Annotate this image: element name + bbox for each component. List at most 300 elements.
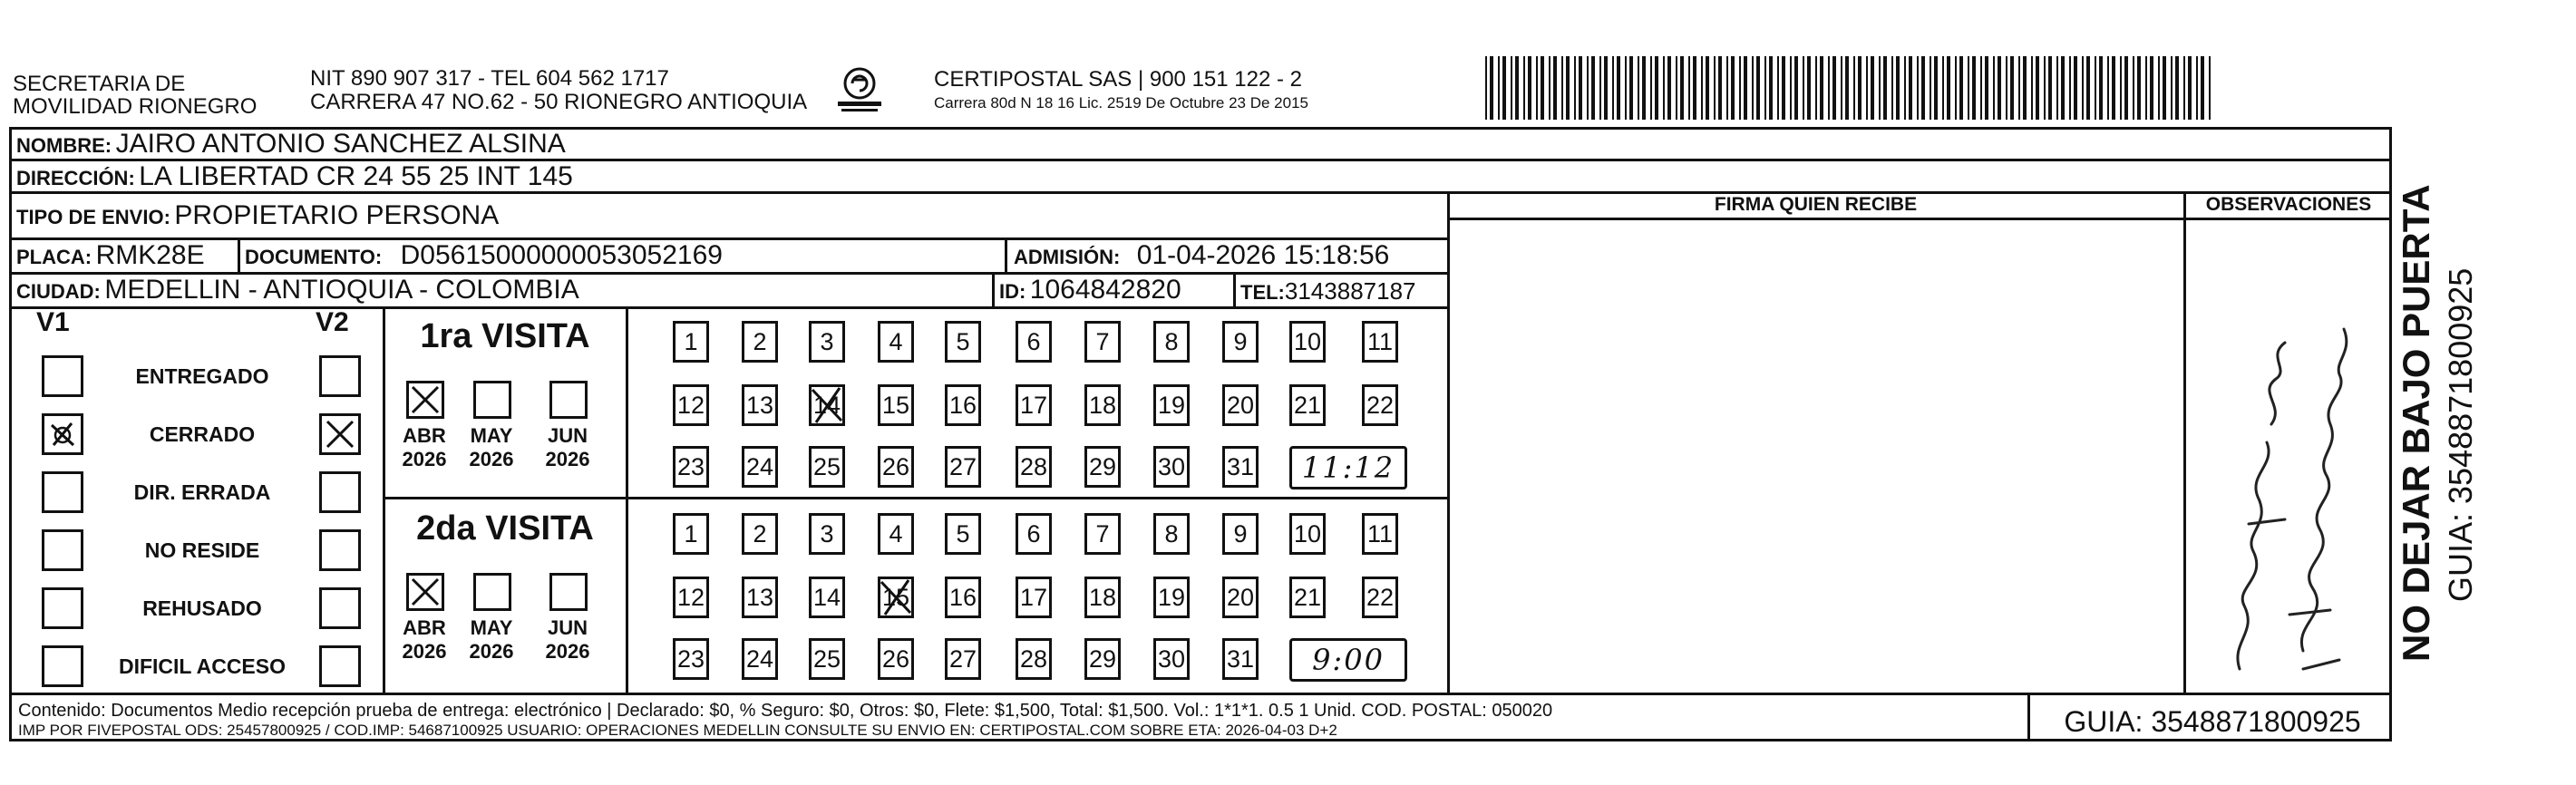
day-box[interactable] (1084, 384, 1121, 426)
v1-checkbox[interactable] (42, 645, 83, 687)
ciudad-value: MEDELLIN - ANTIOQUIA - COLOMBIA (104, 275, 579, 305)
barcode-bar (1764, 56, 1766, 120)
day-number: 28 (1019, 453, 1048, 480)
barcode-bar (1909, 56, 1912, 120)
day-number: 8 (1164, 520, 1179, 548)
day-number: 29 (1088, 453, 1117, 480)
row-divider (627, 497, 1449, 499)
barcode-bar (2137, 56, 2141, 120)
month-name: ABR (403, 616, 446, 639)
nombre-value: JAIRO ANTONIO SANCHEZ ALSINA (115, 129, 566, 159)
side-guia: GUIA: 3548871800925 (2442, 267, 2479, 602)
day-number: 21 (1293, 584, 1322, 611)
day-number: 10 (1293, 520, 1322, 548)
barcode-bar (1985, 56, 1988, 120)
month-label (540, 424, 595, 471)
barcode-bar (1553, 56, 1557, 120)
day-number: 4 (889, 520, 903, 548)
status-label: DIFICIL ACCESO (118, 654, 286, 678)
day-box[interactable] (1084, 638, 1121, 680)
visit-time-handwritten: 11:12 (1301, 451, 1395, 485)
day-box[interactable] (1016, 384, 1052, 426)
no-dejar-warning: NO DEJAR BAJO PUERTA (2395, 184, 2437, 662)
day-number: 18 (1088, 392, 1117, 419)
day-box[interactable] (742, 321, 778, 363)
day-box[interactable] (742, 638, 778, 680)
v1-checkbox[interactable] (42, 413, 83, 455)
barcode-bar (1536, 56, 1538, 120)
barcode-bar (1599, 56, 1601, 120)
direccion-row (16, 162, 573, 196)
barcode-bar (1485, 56, 1487, 120)
day-number: 19 (1157, 584, 1186, 611)
issuer-name (13, 73, 257, 118)
month-name: ABR (403, 424, 446, 447)
barcode-bar (1832, 56, 1836, 120)
day-box[interactable] (1289, 384, 1326, 426)
day-box[interactable] (1016, 513, 1052, 555)
day-box[interactable] (945, 446, 981, 488)
barcode-bar (1883, 56, 1887, 120)
nit-line: NIT 890 907 317 - TEL 604 562 1717 (310, 66, 669, 91)
firma-header: FIRMA QUIEN RECIBE (1714, 194, 1918, 215)
month-name: MAY (470, 616, 513, 639)
status-label: DIR. ERRADA (133, 480, 271, 504)
day-box[interactable] (1084, 513, 1121, 555)
day-box[interactable] (1222, 638, 1259, 680)
v2-checkbox[interactable] (319, 587, 361, 629)
day-number: 18 (1088, 584, 1117, 611)
day-box[interactable] (673, 446, 709, 488)
admision-field (1014, 241, 1389, 275)
barcode-bar (2048, 56, 2052, 120)
barcode-bar (1841, 56, 1842, 120)
day-box[interactable] (878, 384, 914, 426)
day-number: 7 (1095, 328, 1110, 355)
barcode-bar (1752, 56, 1754, 120)
barcode-bar (2209, 56, 2211, 120)
day-box[interactable] (945, 513, 981, 555)
barcode-bar (2018, 56, 2020, 120)
col-divider (1233, 272, 1236, 307)
month-label (540, 616, 595, 664)
tel-label: TEL: (1240, 281, 1285, 304)
day-number: 29 (1088, 645, 1117, 673)
barcode-bar (1807, 56, 1811, 120)
barcode-bar (1955, 56, 1957, 120)
month-label (397, 424, 452, 471)
visit-time-box[interactable] (1289, 638, 1407, 682)
footer-guia: GUIA: 3548871800925 (2064, 705, 2361, 738)
v1-checkbox[interactable] (42, 471, 83, 513)
day-number: 13 (745, 584, 774, 611)
month-name: JUN (547, 424, 588, 447)
day-cross-mark (878, 577, 914, 618)
day-box[interactable] (1289, 321, 1326, 363)
day-box[interactable] (1222, 384, 1259, 426)
barcode-bar (2086, 56, 2090, 120)
day-box[interactable] (673, 638, 709, 680)
barcode-bar (2056, 56, 2058, 120)
day-box[interactable] (1153, 513, 1190, 555)
month-year: 2026 (402, 640, 447, 663)
day-number: 23 (676, 453, 705, 480)
barcode-bar (1574, 56, 1576, 120)
barcode-bar (1871, 56, 1874, 120)
day-box[interactable] (809, 321, 845, 363)
day-number: 31 (1226, 645, 1255, 673)
v2-checkbox[interactable] (319, 645, 361, 687)
barcode-bar (2074, 56, 2077, 120)
barcode-bar (1579, 56, 1582, 120)
certipostal-logo (832, 63, 887, 114)
col-divider (2183, 191, 2186, 694)
v1-checkbox[interactable] (42, 529, 83, 571)
barcode-bar (2107, 56, 2109, 120)
day-box[interactable] (945, 384, 981, 426)
barcode-bar (1879, 56, 1881, 120)
day-number: 15 (881, 584, 910, 611)
v2-checkbox[interactable] (319, 471, 361, 513)
direccion-label: DIRECCIÓN: (16, 167, 135, 189)
barcode-bar (2120, 56, 2122, 120)
month-name: MAY (470, 424, 513, 447)
barcode-bar (2183, 56, 2185, 120)
day-box[interactable] (809, 577, 845, 618)
day-number: 21 (1293, 392, 1322, 419)
barcode-bar (2031, 56, 2033, 120)
barcode-bar (1777, 56, 1779, 120)
v2-checkbox[interactable] (319, 529, 361, 571)
month-label (464, 424, 519, 471)
id-label: ID: (999, 280, 1026, 303)
barcode-bar (1604, 56, 1608, 120)
day-number: 1 (684, 328, 698, 355)
barcode-bar (2112, 56, 2115, 120)
day-number: 30 (1157, 453, 1186, 480)
documento-field (245, 241, 723, 275)
day-number: 20 (1226, 392, 1255, 419)
barcode-bar (2010, 56, 2014, 120)
day-box[interactable] (742, 446, 778, 488)
barcode-bar (1820, 56, 1823, 120)
col-divider (2027, 694, 2030, 741)
month-year: 2026 (545, 640, 590, 663)
day-box[interactable] (1084, 321, 1121, 363)
day-box[interactable] (1362, 577, 1398, 618)
issuer-contact (310, 67, 807, 114)
placa-field (16, 241, 205, 275)
barcode-bar (1638, 56, 1639, 120)
barcode-bar (1625, 56, 1627, 120)
col-divider (992, 272, 995, 307)
day-box[interactable] (1016, 638, 1052, 680)
month-year: 2026 (469, 448, 514, 470)
day-cross-mark (809, 384, 845, 426)
status-label: REHUSADO (142, 596, 262, 620)
barcode-bar (2044, 56, 2046, 120)
day-number: 7 (1095, 520, 1110, 548)
barcode-bar (1502, 56, 1506, 120)
day-box[interactable] (1289, 577, 1326, 618)
courier-line-2: Carrera 80d N 18 16 Lic. 2519 De Octubre 23 De 2015 (934, 94, 1308, 111)
barcode-bar (1676, 56, 1677, 120)
day-number: 9 (1233, 520, 1248, 548)
nombre-row (16, 130, 566, 163)
id-field (999, 276, 1181, 309)
day-box[interactable] (742, 577, 778, 618)
day-box[interactable] (878, 577, 914, 618)
month-year: 2026 (402, 448, 447, 470)
barcode-bar (1756, 56, 1760, 120)
day-number: 24 (745, 645, 774, 673)
day-number: 20 (1226, 584, 1255, 611)
barcode-bar (1655, 56, 1658, 120)
day-box[interactable] (1153, 577, 1190, 618)
barcode-bar (2150, 56, 2153, 120)
day-box[interactable] (1153, 321, 1190, 363)
day-box[interactable] (1222, 513, 1259, 555)
day-box[interactable] (945, 577, 981, 618)
barcode-bar (2163, 56, 2166, 120)
day-number: 12 (676, 584, 705, 611)
barcode-bar (1917, 56, 1919, 120)
tel-field (1240, 277, 1416, 309)
day-box[interactable] (945, 321, 981, 363)
signature-area[interactable] (1451, 221, 2182, 691)
day-number: 8 (1164, 328, 1179, 355)
v2-checkbox[interactable] (319, 413, 361, 455)
day-box[interactable] (1153, 384, 1190, 426)
day-number: 16 (948, 584, 977, 611)
col-divider (1005, 237, 1007, 273)
col-divider (1448, 218, 2391, 220)
day-number: 30 (1157, 645, 1186, 673)
month-checkbox[interactable] (406, 573, 444, 611)
col-divider (626, 306, 628, 694)
month-checkbox[interactable] (406, 381, 444, 419)
visit-time-box[interactable] (1289, 446, 1407, 489)
day-box[interactable] (1222, 577, 1259, 618)
footer-content-line: Contenido: Documentos Medio recepción prueba de entrega: electrónico | Declarado: $0, % Seguro: $0, Otros: $0, Flete: $1,500, Total: $1,500. Vol.: 1*1*1. 0.5 1 Unid. COD. POSTAL: 050020 (18, 701, 1553, 721)
col-divider (1447, 191, 1450, 694)
day-box[interactable] (742, 513, 778, 555)
ciudad-label: CIUDAD: (16, 280, 101, 303)
barcode-bar (1815, 56, 1817, 120)
barcode-bar (1726, 56, 1728, 120)
barcode-bar (1947, 56, 1950, 120)
col-divider (383, 306, 385, 694)
day-box[interactable] (945, 638, 981, 680)
barcode-bar (2006, 56, 2007, 120)
day-box[interactable] (1362, 513, 1398, 555)
barcode-bar (2201, 56, 2204, 120)
day-box[interactable] (673, 577, 709, 618)
day-box[interactable] (1222, 321, 1259, 363)
barcode-bar (1845, 56, 1849, 120)
documento-value: D05615000000053052169 (400, 240, 723, 270)
barcode-bar (1782, 56, 1785, 120)
barcode-bar (2145, 56, 2147, 120)
barcode-bar (1853, 56, 1855, 120)
barcode-bar (2061, 56, 2065, 120)
barcode-bar (1968, 56, 1969, 120)
day-number: 9 (1233, 328, 1248, 355)
day-box[interactable] (673, 513, 709, 555)
day-number: 25 (812, 453, 841, 480)
barcode-bar (1688, 56, 1690, 120)
barcode-bar (1549, 56, 1550, 120)
day-box[interactable] (1084, 446, 1121, 488)
barcode-bar (1744, 56, 1747, 120)
v1-header: V1 (36, 307, 70, 337)
day-number: 27 (948, 453, 977, 480)
day-box[interactable] (809, 513, 845, 555)
day-number: 24 (745, 453, 774, 480)
day-number: 22 (1366, 584, 1395, 611)
day-number: 16 (948, 392, 977, 419)
id-value: 1064842820 (1029, 275, 1181, 305)
issuer-line-1: SECRETARIA DE (13, 72, 186, 96)
month-checkbox[interactable] (549, 381, 588, 419)
day-number: 31 (1226, 453, 1255, 480)
barcode-bar (1904, 56, 1906, 120)
barcode-bar (2095, 56, 2096, 120)
day-number: 17 (1019, 584, 1048, 611)
barcode-bar (1794, 56, 1798, 120)
barcode-bar (1701, 56, 1703, 120)
day-box[interactable] (1016, 446, 1052, 488)
barcode-bar (1566, 56, 1570, 120)
handwritten-observation (2203, 288, 2376, 678)
day-box[interactable] (878, 513, 914, 555)
barcode-bar (2124, 56, 2128, 120)
day-number: 26 (881, 453, 910, 480)
admision-label: ADMISIÓN: (1014, 246, 1121, 268)
day-box[interactable] (1362, 384, 1398, 426)
day-number: 19 (1157, 392, 1186, 419)
day-number: 3 (820, 328, 834, 355)
day-number: 26 (881, 645, 910, 673)
direccion-value: LA LIBERTAD CR 24 55 25 INT 145 (139, 161, 573, 191)
barcode-bar (1650, 56, 1652, 120)
address-line: CARRERA 47 NO.62 - 50 RIONEGRO ANTIOQUIA (310, 90, 808, 114)
barcode-bar (1680, 56, 1684, 120)
day-box[interactable] (1016, 321, 1052, 363)
day-box[interactable] (1362, 321, 1398, 363)
visit-title: 2da VISITA (416, 509, 594, 548)
barcode-bar (1739, 56, 1741, 120)
tipo-envio-value: PROPIETARIO PERSONA (174, 200, 500, 230)
barcode-bar (1942, 56, 1944, 120)
row-divider (384, 497, 627, 499)
day-box[interactable] (1153, 446, 1190, 488)
v2-checkbox[interactable] (319, 355, 361, 397)
placa-value: RMK28E (95, 240, 205, 270)
month-checkbox[interactable] (473, 381, 511, 419)
day-box[interactable] (1084, 577, 1121, 618)
ciudad-field (16, 276, 579, 309)
day-number: 5 (956, 520, 970, 548)
day-box[interactable] (742, 384, 778, 426)
day-box[interactable] (809, 446, 845, 488)
placa-label: PLACA: (16, 246, 92, 268)
day-number: 25 (812, 645, 841, 673)
status-label: CERRADO (149, 422, 256, 446)
day-box[interactable] (878, 446, 914, 488)
month-year: 2026 (469, 640, 514, 663)
v1-checkbox[interactable] (42, 355, 83, 397)
barcode-bar (1980, 56, 1982, 120)
barcode-bar (2023, 56, 2027, 120)
day-box[interactable] (878, 638, 914, 680)
barcode-bar (1972, 56, 1976, 120)
barcode-bar (1612, 56, 1614, 120)
barcode-bar (2175, 56, 2179, 120)
day-number: 23 (676, 645, 705, 673)
day-box[interactable] (673, 321, 709, 363)
barcode-bar (2099, 56, 2103, 120)
barcode-bar (1790, 56, 1792, 120)
barcode-bar (1629, 56, 1633, 120)
nombre-label: NOMBRE: (16, 134, 112, 157)
tipo-envio-label: TIPO DE ENVIO: (16, 206, 170, 228)
month-label (464, 616, 519, 664)
v2-header: V2 (316, 307, 349, 337)
month-checkbox[interactable] (549, 573, 588, 611)
admision-value: 01-04-2026 15:18:56 (1136, 240, 1390, 270)
v1-checkbox[interactable] (42, 587, 83, 629)
day-number: 2 (753, 520, 767, 548)
barcode-bar (1993, 56, 1995, 120)
barcode-bar (1587, 56, 1589, 120)
row-divider (9, 693, 2392, 695)
tipo-envio-row (16, 201, 499, 235)
barcode-bar (1663, 56, 1665, 120)
month-label (397, 616, 452, 664)
day-box[interactable] (1016, 577, 1052, 618)
day-number: 4 (889, 328, 903, 355)
barcode-bar (2082, 56, 2084, 120)
barcode-bar (1511, 56, 1512, 120)
day-number: 15 (881, 392, 910, 419)
day-box[interactable] (809, 384, 845, 426)
barcode-bar (1930, 56, 1931, 120)
day-box[interactable] (673, 384, 709, 426)
day-box[interactable] (809, 638, 845, 680)
visit-time-handwritten: 9:00 (1312, 643, 1385, 677)
day-box[interactable] (1222, 446, 1259, 488)
barcode-bar (1769, 56, 1773, 120)
day-box[interactable] (1289, 513, 1326, 555)
barcode-bar (1731, 56, 1735, 120)
barcode-bar (1490, 56, 1493, 120)
documento-label: DOCUMENTO: (245, 246, 383, 268)
day-box[interactable] (878, 321, 914, 363)
barcode-bar (1498, 56, 1500, 120)
barcode-bar (1803, 56, 1804, 120)
barcode (1485, 56, 2212, 120)
barcode-bar (1523, 56, 1525, 120)
day-number: 14 (812, 584, 841, 611)
day-number: 6 (1026, 328, 1041, 355)
barcode-bar (1934, 56, 1938, 120)
month-checkbox[interactable] (473, 573, 511, 611)
barcode-bar (1959, 56, 1963, 120)
day-box[interactable] (1153, 638, 1190, 680)
barcode-bar (1617, 56, 1620, 120)
barcode-bar (1561, 56, 1563, 120)
